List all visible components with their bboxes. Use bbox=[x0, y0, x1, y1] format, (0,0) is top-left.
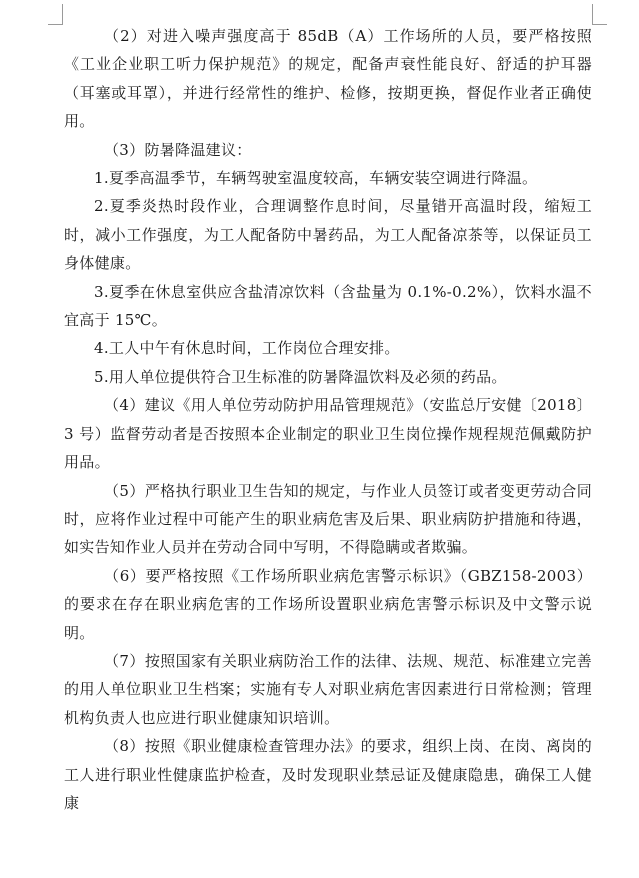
paragraph-warning-signs: （6）要严格按照《工作场所职业病危害警示标识》（GBZ158-2003）的要求在存在职业病危害的工作场所设置职业病危害警示标识及中文警示说明。 bbox=[64, 566, 592, 642]
paragraph-heat-item-3: 3.夏季在休息室供应含盐清凉饮料（含盐量为 0.1%-0.2%），饮料水温不宜高于 15℃。 bbox=[64, 282, 592, 330]
paragraph-heat-item-5: 5.用人单位提供符合卫生标准的防暑降温饮料及必须的药品。 bbox=[94, 367, 507, 386]
paragraph-heat-item-1: 1.夏季高温季节，车辆驾驶室温度较高，车辆安装空调进行降温。 bbox=[94, 169, 538, 188]
paragraph-heat-item-4: 4.工人中午有休息时间，工作岗位合理安排。 bbox=[94, 339, 400, 358]
paragraph-protective-equipment: （4）建议《用人单位劳动防护用品管理规范》（安监总厅安健〔2018〕3 号）监督劳动者是否按照本企业制定的职业卫生岗位操作规程规范佩戴防护用品。 bbox=[64, 396, 592, 472]
paragraph-heat-item-2: 2.夏季炎热时段作业，合理调整作息时间，尽量错开高温时段，缩短工时，减小工作强度，为工人配备防中暑药品，为工人配备凉茶等，以保证员工身体健康。 bbox=[64, 197, 592, 273]
crop-mark-top-left bbox=[48, 4, 63, 25]
paragraph-heat-prevention-heading: （3）防暑降温建议： bbox=[104, 140, 252, 159]
paragraph-hearing-protection: （2）对进入噪声强度高于 85dB（A）工作场所的人员，要严格按照《工业企业职工听力保护规范》的规定，配备声衰性能良好、舒适的护耳器（耳塞或耳罩），并进行经常性的维护、检修，按期更换，督促作业者正确使用。 bbox=[64, 27, 592, 131]
document-body bbox=[64, 22, 592, 817]
paragraph-notification: （5）严格执行职业卫生告知的规定，与作业人员签订或者变更劳动合同时，应将作业过程中可能产生的职业病危害及后果、职业病防护措施和待遇，如实告知作业人员并在劳动合同中写明，不得隐瞒或者欺骗。 bbox=[64, 481, 592, 557]
paragraph-health-examination: （8）按照《职业健康检查管理办法》的要求，组织上岗、在岗、离岗的工人进行职业性健康监护检查，及时发现职业禁忌证及健康隐患，确保工人健康 bbox=[64, 737, 592, 812]
crop-mark-top-right bbox=[592, 4, 607, 25]
paragraph-health-records: （7）按照国家有关职业病防治工作的法律、法规、规范、标准建立完善的用人单位职业卫生档案；实施有专人对职业病危害因素进行日常检测；管理机构负责人也应进行职业健康知识培训。 bbox=[64, 651, 592, 727]
